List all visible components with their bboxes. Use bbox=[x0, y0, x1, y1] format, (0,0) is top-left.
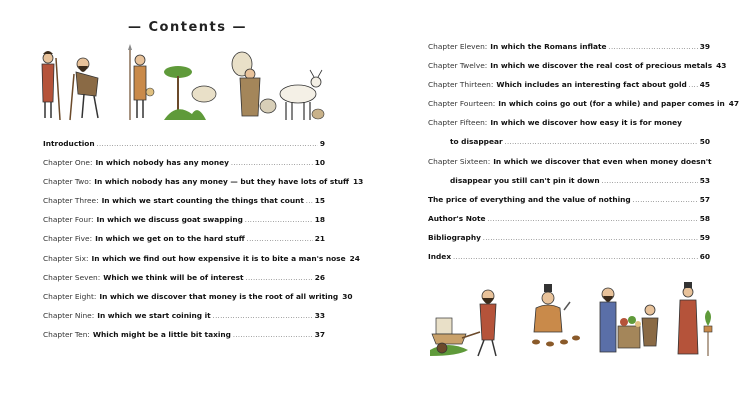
entry-title: In which we start coining it bbox=[97, 310, 211, 320]
right-page bbox=[375, 0, 750, 419]
chapter-label: Chapter Four: bbox=[43, 215, 94, 225]
toc-entry[interactable] bbox=[428, 157, 710, 176]
man-with-staff-figure bbox=[42, 51, 60, 120]
dot-leader bbox=[483, 235, 698, 242]
entry-title: In which coins go out (for a while) and paper comes in bbox=[498, 99, 725, 109]
chapter-label: Chapter Twelve: bbox=[428, 61, 488, 71]
entry-title: In which nobody has any money — but they have lots of stuff bbox=[94, 177, 349, 187]
dot-leader bbox=[306, 198, 313, 205]
entry-title: The price of everything and the value of nothing bbox=[428, 194, 631, 204]
chapter-label: Chapter Nine: bbox=[43, 310, 95, 320]
chapter-label: Chapter Sixteen: bbox=[428, 156, 491, 166]
page-number: 57 bbox=[699, 194, 710, 204]
man-with-spear-figure bbox=[128, 44, 154, 120]
chapter-label: Chapter Eleven: bbox=[428, 42, 488, 51]
dot-leader bbox=[233, 332, 313, 339]
entry-title: disappear you still can't pin it down bbox=[450, 175, 600, 185]
dot-leader bbox=[247, 236, 313, 243]
page-number: 50 bbox=[699, 137, 710, 147]
toc-entry[interactable] bbox=[428, 233, 710, 252]
toc-entry[interactable] bbox=[428, 80, 710, 99]
page-number: 58 bbox=[699, 213, 710, 223]
toc-entry[interactable] bbox=[428, 61, 727, 80]
chapter-label: Chapter Ten: bbox=[43, 329, 90, 339]
entry-title: Which we think will be of interest bbox=[103, 272, 244, 282]
toc-entry[interactable] bbox=[43, 330, 325, 349]
page-number: 30 bbox=[342, 291, 353, 301]
page-title: — Contents — bbox=[127, 20, 248, 35]
dot-leader bbox=[213, 313, 313, 320]
contents-list-left bbox=[43, 139, 364, 349]
chapter-label: Chapter Two: bbox=[43, 177, 92, 187]
page-number: 39 bbox=[699, 42, 710, 51]
goat-figure bbox=[280, 70, 324, 120]
entry-title: Author's Note bbox=[428, 213, 486, 223]
contents-list-right bbox=[428, 42, 740, 271]
toc-entry-continued[interactable] bbox=[428, 137, 710, 156]
chapter-label: Chapter One: bbox=[43, 158, 93, 168]
page-number: 15 bbox=[314, 196, 325, 206]
toc-entry[interactable] bbox=[43, 215, 325, 234]
page-number: 37 bbox=[314, 329, 325, 339]
merchants-and-coins-illustration bbox=[428, 280, 718, 358]
chapter-label: Chapter Six: bbox=[43, 253, 89, 263]
entry-title: In which the Romans inflate bbox=[490, 42, 607, 51]
toc-entry[interactable] bbox=[43, 291, 353, 311]
seated-coin-maker-figure bbox=[532, 284, 580, 347]
dot-leader bbox=[633, 197, 698, 204]
entry-title: Introduction bbox=[43, 139, 95, 148]
dot-leader bbox=[231, 160, 313, 167]
dot-leader bbox=[602, 178, 698, 185]
toc-entry[interactable] bbox=[428, 214, 710, 233]
dot-leader bbox=[246, 275, 313, 282]
entry-title: to disappear bbox=[450, 137, 503, 147]
historical-figures-illustration bbox=[36, 44, 326, 122]
entry-title: In which we discover that even when money doesn't bbox=[493, 156, 712, 166]
page-number: 24 bbox=[349, 253, 360, 263]
chapter-label: Chapter Three: bbox=[43, 196, 99, 206]
entry-title: In which we find out how expensive it is to bite a man's nose bbox=[91, 253, 346, 263]
toc-entry[interactable] bbox=[43, 311, 325, 330]
entry-title: Which might be a little bit taxing bbox=[92, 329, 231, 339]
page-number: 9 bbox=[319, 139, 325, 148]
page-number: 60 bbox=[699, 252, 710, 262]
toc-entry[interactable] bbox=[428, 42, 710, 61]
entry-title: In which we discover how easy it is for money bbox=[490, 118, 682, 128]
toc-entry[interactable] bbox=[428, 118, 710, 137]
dot-leader bbox=[689, 82, 698, 89]
page-number: 43 bbox=[716, 61, 727, 71]
toc-entry-continued[interactable] bbox=[428, 176, 710, 195]
entry-title: In which we start counting the things that count bbox=[101, 196, 304, 206]
dot-leader bbox=[488, 216, 698, 223]
dot-leader bbox=[453, 254, 698, 261]
chapter-label: Chapter Eight: bbox=[43, 291, 97, 301]
chapter-label: Chapter Fifteen: bbox=[428, 118, 488, 128]
toc-entry[interactable] bbox=[428, 195, 710, 214]
toc-entry[interactable] bbox=[43, 196, 325, 215]
toc-entry[interactable] bbox=[43, 234, 325, 253]
entry-title: Bibliography bbox=[428, 232, 481, 242]
entry-title: In which we discuss goat swapping bbox=[96, 215, 243, 225]
bearded-man-figure bbox=[70, 58, 98, 120]
page-number: 10 bbox=[314, 158, 325, 168]
dot-leader bbox=[245, 217, 313, 224]
chapter-label: Chapter Thirteen: bbox=[428, 80, 494, 90]
toc-entry[interactable] bbox=[428, 99, 740, 118]
entry-title: In which nobody has any money bbox=[95, 158, 229, 168]
chapter-label: Chapter Fourteen: bbox=[428, 99, 496, 109]
entry-title: In which we discover that money is the root of all writing bbox=[99, 291, 339, 301]
man-carrying-sack-figure bbox=[232, 52, 276, 116]
dot-leader bbox=[505, 139, 698, 146]
entry-title: In which we discover the real cost of precious metals bbox=[490, 61, 713, 71]
page-number: 26 bbox=[314, 272, 325, 282]
toc-entry[interactable] bbox=[428, 252, 710, 271]
toc-entry[interactable] bbox=[43, 273, 325, 292]
toc-entry[interactable] bbox=[43, 177, 364, 196]
toc-entry[interactable] bbox=[43, 158, 325, 177]
page-number: 45 bbox=[699, 80, 710, 90]
tree-and-grass bbox=[164, 66, 216, 120]
figure-with-plant bbox=[678, 282, 712, 356]
page-number: 13 bbox=[353, 177, 364, 187]
merchants-with-basket-figure bbox=[600, 288, 658, 352]
toc-entry[interactable] bbox=[43, 139, 325, 158]
page-number: 18 bbox=[314, 215, 325, 225]
entry-title: Index bbox=[428, 252, 452, 262]
entry-title: In which we get on to the hard stuff bbox=[95, 234, 245, 244]
page-number: 21 bbox=[314, 234, 325, 244]
dot-leader bbox=[609, 44, 698, 51]
page-number: 33 bbox=[314, 310, 325, 320]
page-number: 47 bbox=[728, 99, 740, 109]
chapter-label: Chapter Seven: bbox=[43, 272, 101, 282]
chapter-label: Chapter Five: bbox=[43, 234, 93, 244]
page-number: 53 bbox=[699, 175, 710, 185]
entry-title: Which includes an interesting fact about gold bbox=[496, 80, 687, 90]
man-with-wheelbarrow-figure bbox=[430, 290, 496, 356]
toc-entry[interactable] bbox=[43, 253, 360, 273]
dot-leader bbox=[97, 141, 318, 148]
page-number: 59 bbox=[699, 232, 710, 242]
